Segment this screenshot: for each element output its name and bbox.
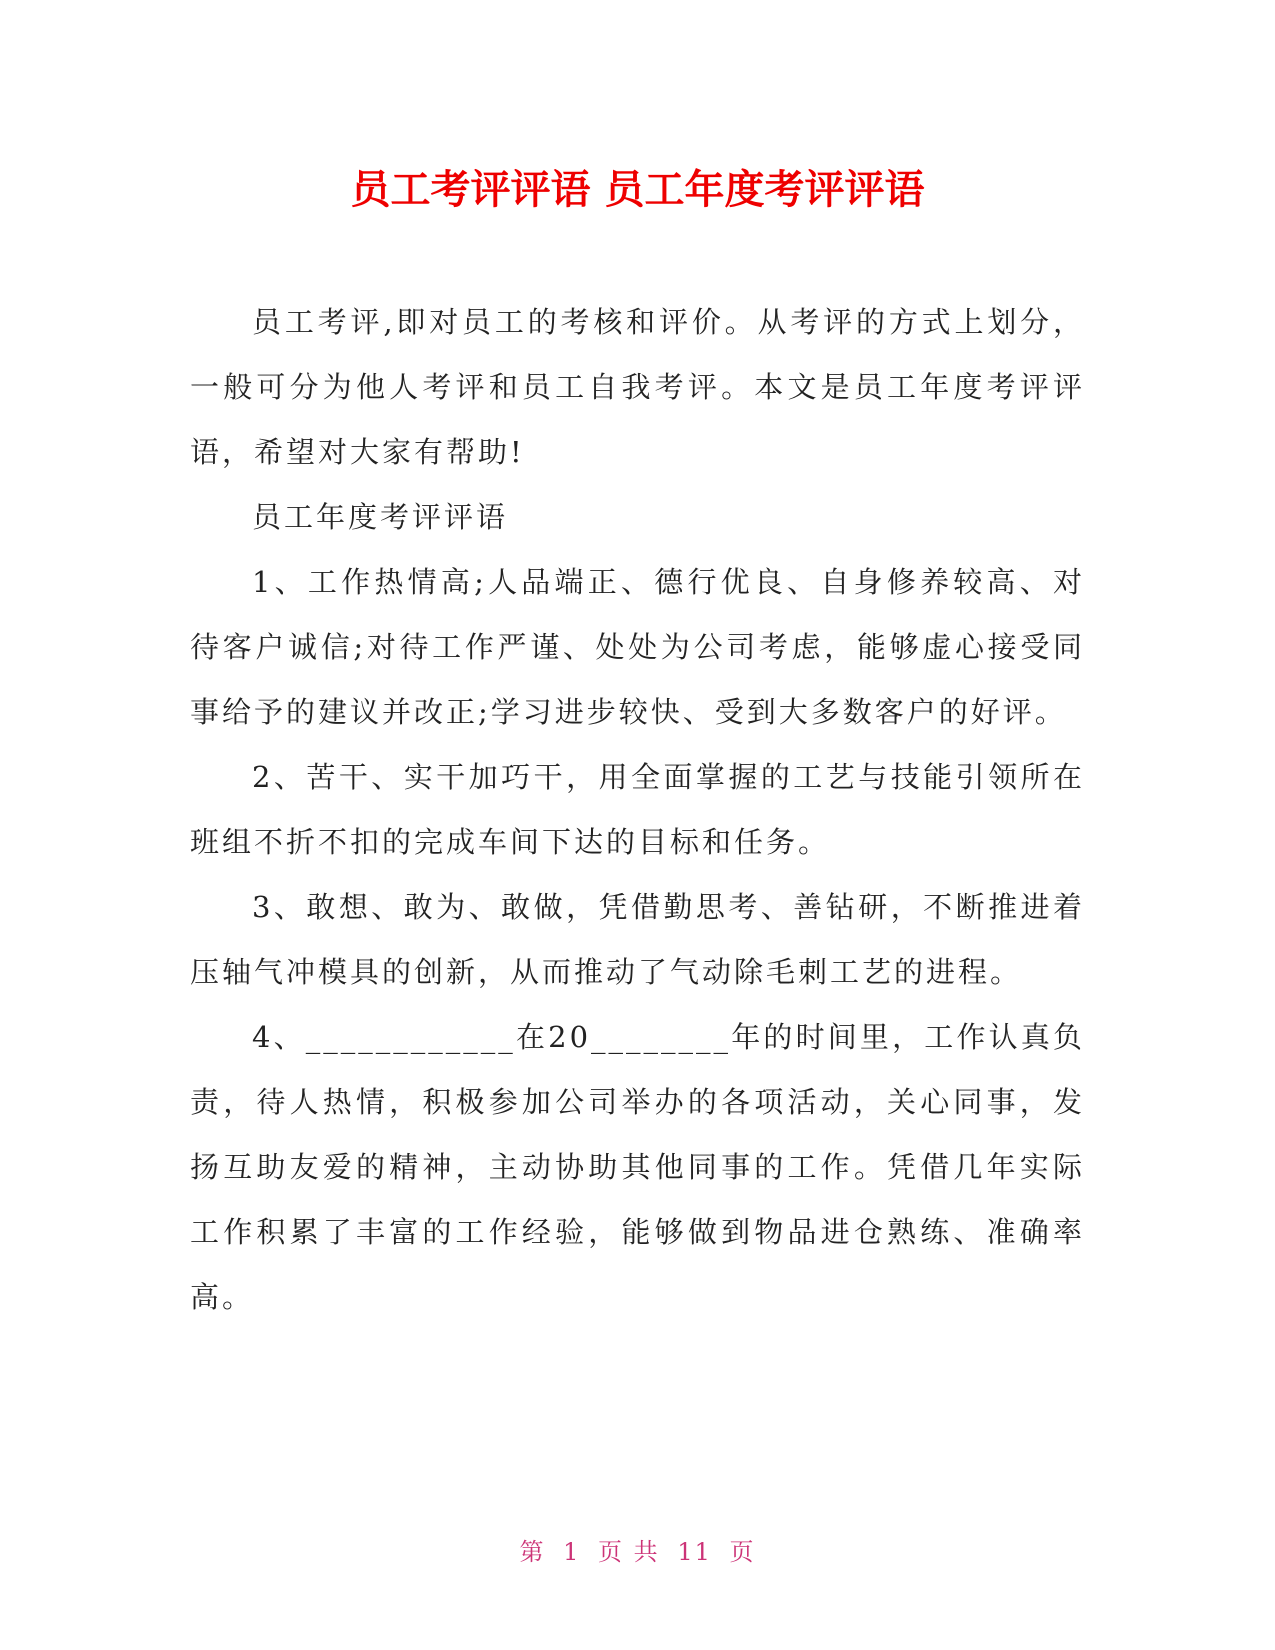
- document-body: [190, 290, 1085, 1330]
- comment-item-4: 4、____________在20________年的时间里，工作认真负责，待人热情，积极参加公司举办的各项活动，关心同事，发扬互助友爱的精神，主动协助其他同事的工作。凭借几年实际工作积累了丰富的工作经验，能够做到物品进仓熟练、准确率高。: [190, 1020, 1085, 1314]
- comment-item-3: 3、敢想、敢为、敢做，凭借勤思考、善钻研，不断推进着压轴气冲模具的创新，从而推动了气动除毛刺工艺的进程。: [190, 890, 1085, 989]
- section-heading: 员工年度考评评语: [252, 500, 509, 534]
- comment-item-2: 2、苦干、实干加巧干，用全面掌握的工艺与技能引领所在班组不折不扣的完成车间下达的目标和任务。: [190, 760, 1085, 859]
- document-title: 员工考评评语 员工年度考评评语: [350, 167, 925, 213]
- footer-suffix: 页: [729, 1538, 756, 1566]
- intro-paragraph: 员工考评,即对员工的考核和评价。从考评的方式上划分，一般可分为他人考评和员工自我考评。本文是员工年度考评评语，希望对大家有帮助!: [190, 305, 1085, 469]
- footer-page-number: 1: [563, 1538, 581, 1566]
- footer-middle: 页 共: [598, 1538, 660, 1566]
- comment-item-1: 1、工作热情高;人品端正、德行优良、自身修养较高、对待客户诚信;对待工作严谨、处处为公司考虑，能够虚心接受同事给予的建议并改正;学习进步较快、受到大多数客户的好评。: [190, 565, 1085, 729]
- page-footer: [0, 1535, 1275, 1569]
- footer-total-pages: 11: [677, 1538, 712, 1566]
- footer-prefix: 第: [519, 1538, 546, 1566]
